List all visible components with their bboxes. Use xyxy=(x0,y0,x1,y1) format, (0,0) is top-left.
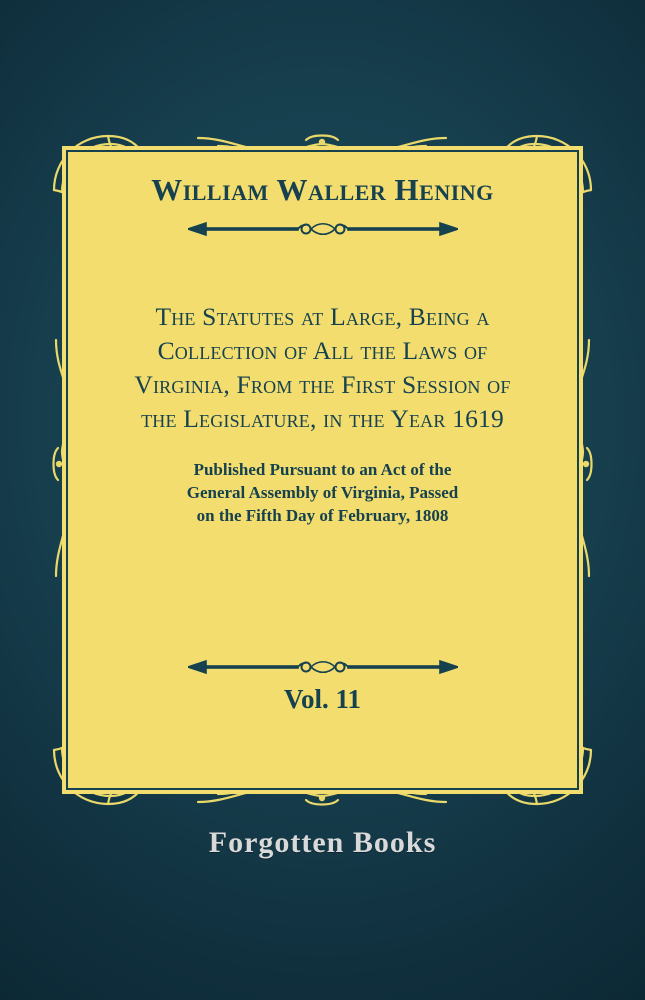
publisher-name: Forgotten Books xyxy=(208,826,437,859)
subtitle-line: General Assembly of Virginia, Passed xyxy=(186,483,459,502)
title-line: Virginia, From the First Session of xyxy=(134,370,511,399)
subtitle-line: on the Fifth Day of February, 1808 xyxy=(196,506,449,525)
title-line: Collection of All the Laws of xyxy=(157,336,488,365)
subtitle-line: Published Pursuant to an Act of the xyxy=(193,460,452,479)
book-subtitle xyxy=(100,458,545,527)
title-line: The Statutes at Large, Being a xyxy=(155,302,490,331)
volume-label: Vol. 11 xyxy=(283,684,362,714)
ornamental-divider-top xyxy=(188,218,458,240)
ornamental-rule-icon xyxy=(188,656,458,678)
ornamental-rule-icon xyxy=(188,218,458,240)
book-title xyxy=(90,300,555,436)
author-name: William Waller Hening xyxy=(151,172,494,207)
title-line: the Legislature, in the Year 1619 xyxy=(141,404,504,433)
ornamental-divider-bottom xyxy=(188,656,458,678)
